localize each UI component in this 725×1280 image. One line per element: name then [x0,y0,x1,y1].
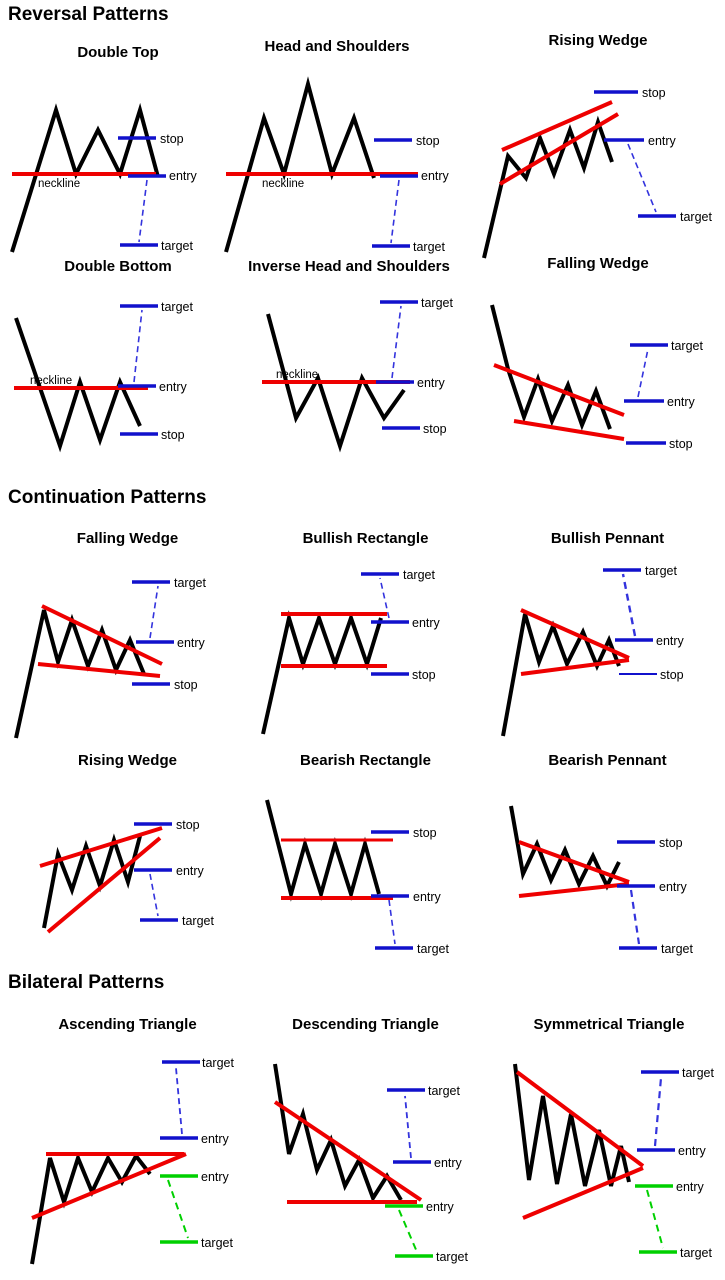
pattern-diagram [10,1034,245,1269]
entry-target-connector [638,349,648,397]
label-neckline: neckline [38,178,81,190]
pattern-diagram [478,50,718,262]
label-entry-up: entry [434,1156,462,1170]
pattern-inverse-head-and-shoulders [214,258,484,458]
pattern-bearish-rectangle [253,752,478,967]
pattern-title: Bullish Rectangle [302,530,429,547]
entry-target-connector [150,586,158,638]
pattern-symmetrical-triangle [495,1016,723,1266]
label-stop: stop [161,428,185,442]
label-neckline: neckline [30,375,73,387]
pattern-bearish-pennant [495,752,720,967]
label-target: target [680,210,712,224]
pattern-title: Rising Wedge [548,32,648,49]
pattern-diagram [495,770,720,970]
label-target-down: target [201,1236,233,1250]
lower-trendline [519,884,629,896]
pattern-title: Falling Wedge [76,530,179,547]
label-stop: stop [174,678,198,692]
label-target: target [161,300,193,314]
entry-target-connector [392,306,401,378]
label-entry: entry [648,134,676,148]
label-target: target [182,914,214,928]
entry-target-connector-down [168,1180,188,1238]
pattern-diagram [478,273,718,463]
label-neckline: neckline [262,178,305,190]
pattern-diagram [8,276,228,461]
section-title-bilateral: Bilateral Patterns [8,972,165,993]
entry-target-connector-down [399,1210,417,1252]
label-entry: entry [421,169,449,183]
label-stop: stop [412,668,436,682]
pattern-diagram [10,548,245,748]
label-target-down: target [436,1250,468,1264]
pattern-title: Descending Triangle [292,1016,439,1033]
pattern-diagram [214,276,484,461]
label-target-down: target [680,1246,712,1260]
pattern-falling-wedge-continuation [10,530,245,745]
label-stop: stop [423,422,447,436]
label-entry-down: entry [201,1170,229,1184]
label-entry: entry [417,376,445,390]
pattern-title: Bearish Rectangle [300,752,431,769]
entry-target-connector [389,900,395,944]
label-entry: entry [412,616,440,630]
entry-target-connector-up [176,1068,182,1134]
pattern-rising-wedge-reversal [478,32,718,260]
label-stop: stop [660,668,684,682]
label-stop: stop [416,134,440,148]
label-target: target [174,576,206,590]
entry-target-connector [628,144,656,212]
pattern-diagram [8,62,228,262]
pattern-bullish-pennant [495,530,720,745]
entry-target-connector [139,180,147,242]
pattern-title: Rising Wedge [78,752,177,769]
pattern-title: Bearish Pennant [548,752,667,769]
pattern-diagram [253,548,478,748]
entry-target-connector-up [655,1078,661,1146]
pattern-title: Double Bottom [64,258,172,275]
label-target: target [661,942,693,956]
label-target: target [417,942,449,956]
pattern-diagram [222,56,452,262]
pattern-title: Double Top [77,44,159,61]
descending-trendline [275,1102,421,1200]
pattern-double-top [8,44,228,259]
pattern-diagram [253,1034,478,1269]
label-stop: stop [659,836,683,850]
pattern-descending-triangle [253,1016,478,1266]
pattern-title: Symmetrical Triangle [533,1016,685,1033]
pattern-title: Falling Wedge [547,255,649,272]
label-stop: stop [160,132,184,146]
entry-target-connector [631,890,639,944]
pattern-double-bottom [8,258,228,458]
label-entry-down: entry [676,1180,704,1194]
pattern-diagram [253,770,478,970]
pattern-falling-wedge-reversal [478,255,718,460]
pattern-diagram [495,1034,723,1269]
pattern-rising-wedge-continuation [10,752,245,957]
label-entry: entry [656,634,684,648]
label-entry: entry [176,864,204,878]
entry-target-connector-up [405,1096,411,1158]
label-entry: entry [159,380,187,394]
entry-target-connector [623,574,635,636]
pattern-diagram [10,770,245,960]
label-entry-down: entry [426,1200,454,1214]
label-stop: stop [176,818,200,832]
label-entry: entry [169,169,197,183]
section-title-reversal: Reversal Patterns [8,4,169,25]
label-entry: entry [177,636,205,650]
label-entry: entry [659,880,687,894]
pattern-head-and-shoulders [222,38,452,259]
pattern-title: Inverse Head and Shoulders [248,258,450,275]
label-target-up: target [202,1056,234,1070]
entry-target-connector-down [647,1190,663,1248]
pattern-title: Head and Shoulders [264,38,410,55]
label-target-up: target [682,1066,714,1080]
pattern-title: Bullish Pennant [550,530,665,547]
pattern-title: Ascending Triangle [58,1016,197,1033]
pattern-bullish-rectangle [253,530,478,745]
lower-trendline [48,838,160,932]
section-title-continuation: Continuation Patterns [8,487,207,508]
label-target: target [403,568,435,582]
entry-target-connector [150,874,158,916]
label-target: target [671,339,703,353]
label-entry: entry [667,395,695,409]
label-target: target [421,296,453,310]
upper-trendline [40,828,162,866]
label-stop: stop [413,826,437,840]
entry-target-connector [391,180,399,243]
label-entry-up: entry [201,1132,229,1146]
label-target: target [161,239,193,253]
label-stop: stop [642,86,666,100]
label-target: target [413,240,445,254]
pattern-diagram [495,548,720,748]
label-target: target [645,564,677,578]
label-target-up: target [428,1084,460,1098]
label-entry: entry [413,890,441,904]
entry-target-connector [134,310,142,382]
pattern-ascending-triangle [10,1016,245,1266]
label-entry-up: entry [678,1144,706,1158]
label-neckline: neckline [276,369,319,381]
label-stop: stop [669,437,693,451]
